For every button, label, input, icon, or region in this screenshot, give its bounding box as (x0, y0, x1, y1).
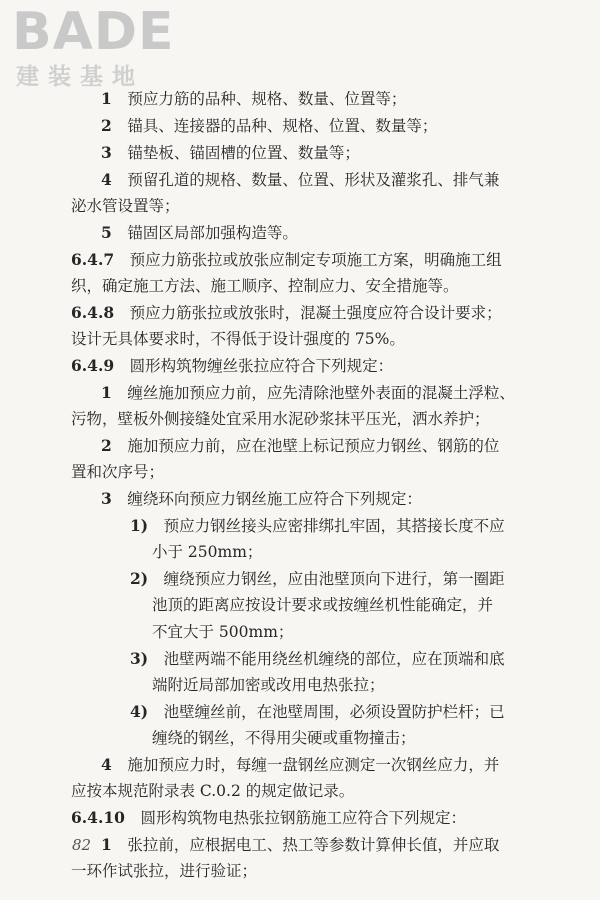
sub-item: 3) 池壁两端不能用绕丝机缠绕的部位，应在顶端和底 (130, 649, 505, 668)
list-item: 5 锚固区局部加强构造等。 (101, 223, 298, 242)
clause: 6.4.7 预应力筋张拉或放张应制定专项施工方案，明确施工组 (71, 250, 502, 269)
sub-item: 2) 缠绕预应力钢丝，应由池壁顶向下进行，第一圈距 (130, 569, 505, 588)
text-line: 设计无具体要求时，不得低于设计强度的 75%。 (71, 330, 405, 348)
clause: 6.4.10 圆形构筑物电热张拉钢筋施工应符合下列规定： (71, 808, 466, 827)
list-item: 1 缠丝施加预应力前，应先清除池壁外表面的混凝土浮粒、 (101, 383, 515, 402)
sub-item: 1) 预应力钢丝接头应密排绑扎牢固，其搭接长度不应 (130, 516, 505, 535)
page-number: 82 (72, 836, 92, 854)
list-item: 4 预留孔道的规格、数量、位置、形状及灌浆孔、排气兼 (101, 170, 500, 189)
list-item: 4 施加预应力时，每缠一盘钢丝应测定一次钢丝应力，并 (101, 755, 500, 774)
clause: 6.4.9 圆形构筑物缠丝张拉应符合下列规定： (71, 356, 394, 375)
text-line: 应按本规范附录表 C.0.2 的规定做记录。 (71, 782, 355, 800)
list-item: 3 缠绕环向预应力钢丝施工应符合下列规定： (101, 489, 422, 508)
logo-subtitle: 建装基地 (16, 64, 144, 90)
logo-word: BADE (12, 2, 175, 62)
text-line: 端附近局部加密或改用电热张拉； (152, 676, 385, 694)
text-line: 置和次序号； (71, 463, 165, 481)
watermark-logo (8, 4, 178, 94)
list-item: 1 预应力筋的品种、规格、数量、位置等； (101, 89, 407, 108)
text-line: 小于 250mm； (152, 543, 263, 561)
text-line: 污物，壁板外侧接缝处宜采用水泥砂浆抹平压光，洒水养护； (71, 410, 490, 428)
clause: 6.4.8 预应力筋张拉或放张时，混凝土强度应符合设计要求； (71, 303, 502, 322)
text-line: 不宜大于 500mm； (152, 623, 294, 641)
list-item: 2 锚具、连接器的品种、规格、位置、数量等； (101, 116, 438, 135)
text-line: 织，确定施工方法、施工顺序、控制应力、安全措施等。 (71, 277, 459, 295)
text-line: 池顶的距离应按设计要求或按缠丝机性能确定，并 (152, 596, 494, 614)
list-item: 1 张拉前，应根据电工、热工等参数计算伸长值，并应取 (101, 835, 500, 854)
sub-item: 4) 池壁缠丝前，在池壁周围，必须设置防护栏杆；已 (130, 702, 505, 721)
list-item: 2 施加预应力前，应在池壁上标记预应力钢丝、钢筋的位 (101, 436, 500, 455)
text-line: 泌水管设置等； (71, 197, 180, 215)
text-line: 一环作试张拉，进行验证； (71, 862, 258, 880)
list-item: 3 锚垫板、锚固槽的位置、数量等； (101, 143, 360, 162)
text-line: 缠绕的钢丝，不得用尖硬或重物撞击； (152, 729, 416, 747)
